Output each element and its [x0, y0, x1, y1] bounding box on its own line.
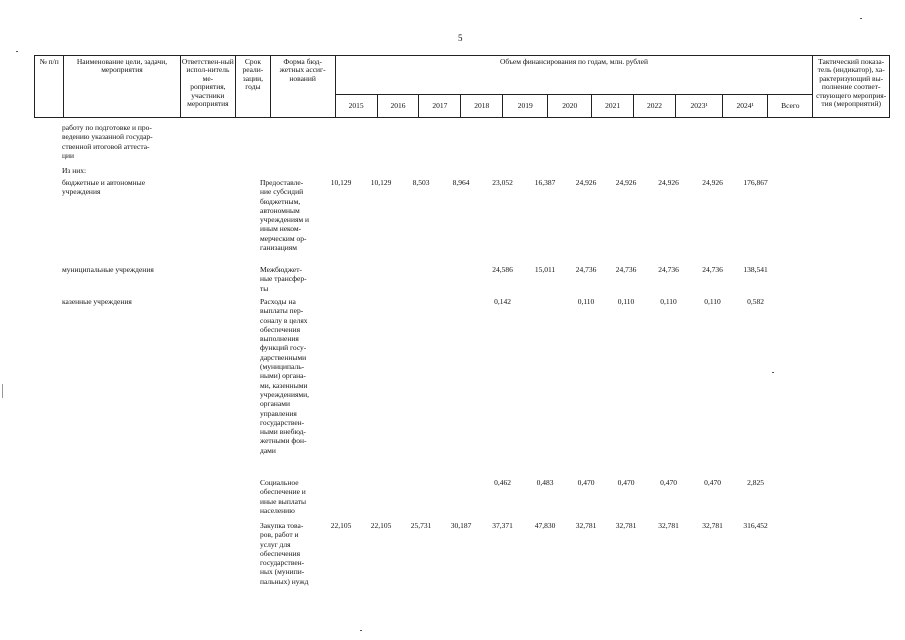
scan-speck — [860, 18, 862, 19]
value-cell-2019: 0,142 — [494, 297, 511, 306]
value-cell-2021: 24,926 — [575, 178, 597, 187]
scan-speck — [772, 372, 774, 373]
value-cell-2020: 47,830 — [534, 521, 556, 530]
value-cell-2022: 24,926 — [615, 178, 637, 187]
header-col-responsible — [180, 56, 236, 118]
header-col-term: Срок реали-зации, годы — [236, 56, 271, 118]
header-col-number: № п/п — [35, 56, 64, 118]
row-form-personnel: Расходы на выплаты пер- соналу в целях обеспечения выполнения функций госу- дарственными (муниципаль- ными) органа- ми, казенными учреждениями, органами управления государствен- ными внебюд- жетными фон- дами — [260, 297, 310, 455]
intro-text: работу по подготовке и про- ведению указанной государ- ственной итоговой аттеста- ции — [62, 123, 153, 160]
header-col-form: Форма бюд-жетных ассиг-нований — [270, 56, 335, 118]
header-year-2015: 2015 — [335, 95, 377, 118]
header-year-2022: 2022 — [634, 95, 676, 118]
header-total: Всего — [768, 95, 813, 118]
value-cell-2019: 23,052 — [492, 178, 513, 187]
header-col-volume: Объем финансирования по годам, млн. рублей — [335, 56, 813, 95]
value-cell-total: 0,582 — [747, 297, 764, 306]
row-form-procurement: Закупка това- ров, работ и услуг для обеспечения государствен- ных (мунипи- пальных) нужд — [260, 521, 309, 586]
row-name-state: казенные учреждения — [62, 297, 132, 306]
header-col-responsible-top: Ответствен-ный испол-нитель ме- — [181, 57, 234, 83]
value-cell-2019: 0,462 — [494, 478, 511, 487]
value-cell-2023: 24,926 — [658, 178, 679, 187]
scan-edge-mark — [2, 384, 3, 398]
value-cell-2020: 16,387 — [534, 178, 556, 187]
row-form-social: Социальное обеспечение и иные выплаты населению — [260, 478, 307, 515]
value-cell-2018: 30,187 — [450, 521, 472, 530]
value-cell-2022: 0,110 — [617, 297, 635, 306]
value-cell-2023: 0,470 — [660, 478, 677, 487]
value-cell-2019: 24,586 — [492, 265, 513, 274]
header-year-2023: 2023¹ — [676, 95, 723, 118]
scan-speck — [16, 51, 18, 52]
value-cell-2024: 24,736 — [702, 265, 723, 274]
header-col-indicator: Тактический показа-тель (индикатор), ха-рактеризующий вы-полнение соответ-ствующего мероприя-тия (мероприятий) — [813, 56, 890, 118]
header-year-2019: 2019 — [503, 95, 548, 118]
value-cell-total: 2,825 — [747, 478, 764, 487]
row-name-municipal: муниципальные учреждения — [62, 265, 154, 274]
value-cell-2017: 8,503 — [412, 178, 430, 187]
header-year-2017: 2017 — [419, 95, 461, 118]
value-cell-2024: 24,926 — [702, 178, 723, 187]
value-cell-2023: 32,781 — [658, 521, 679, 530]
value-cell-total: 138,541 — [743, 265, 768, 274]
row-name-budget: бюджетные и автономные учреждения — [62, 178, 146, 197]
page-number: 5 — [458, 33, 463, 43]
value-cell-2021: 0,470 — [577, 478, 595, 487]
value-cell-2019: 37,371 — [492, 521, 513, 530]
row-form-subsidies: Предоставле- ние субсидий бюджетным, автономным учреждениям и иным неком- мерческим ор- ганизациям — [260, 178, 310, 253]
value-cell-2020: 15,011 — [534, 265, 556, 274]
value-cell-2024: 32,781 — [702, 521, 723, 530]
value-cell-total: 176,867 — [743, 178, 768, 187]
header-year-2020: 2020 — [548, 95, 592, 118]
value-cell-2022: 0,470 — [617, 478, 635, 487]
value-cell-2021: 0,110 — [577, 297, 595, 306]
value-cell-2021: 32,781 — [575, 521, 597, 530]
header-col-name: Наименование цели, задачи, мероприятия — [64, 56, 180, 118]
value-cell-2023: 0,110 — [660, 297, 677, 306]
value-cell-2024: 0,470 — [704, 478, 721, 487]
scan-speck — [360, 630, 362, 631]
value-cell-2020: 0,483 — [536, 478, 554, 487]
of-them-label: Из них: — [62, 166, 87, 175]
value-cell-2017: 25,731 — [410, 521, 432, 530]
value-cell-2015: 10,129 — [330, 178, 352, 187]
value-cell-2016: 10,129 — [370, 178, 392, 187]
header-table — [34, 55, 890, 118]
value-cell-2018: 8,964 — [452, 178, 470, 187]
header-year-2024: 2024¹ — [723, 95, 768, 118]
value-cell-2023: 24,736 — [658, 265, 679, 274]
header-year-2021: 2021 — [592, 95, 634, 118]
header-year-2018: 2018 — [461, 95, 503, 118]
value-cell-2015: 22,105 — [330, 521, 352, 530]
value-cell-2024: 0,110 — [704, 297, 721, 306]
value-cell-total: 316,452 — [743, 521, 768, 530]
header-col-responsible-bottom: роприятия, участники мероприятия — [187, 82, 229, 108]
value-cell-2016: 22,105 — [370, 521, 392, 530]
value-cell-2022: 32,781 — [615, 521, 637, 530]
value-cell-2022: 24,736 — [615, 265, 637, 274]
header-year-2016: 2016 — [377, 95, 419, 118]
row-form-transfers: Межбюджет- ные трансфер- ты — [260, 265, 307, 293]
value-cell-2021: 24,736 — [575, 265, 597, 274]
